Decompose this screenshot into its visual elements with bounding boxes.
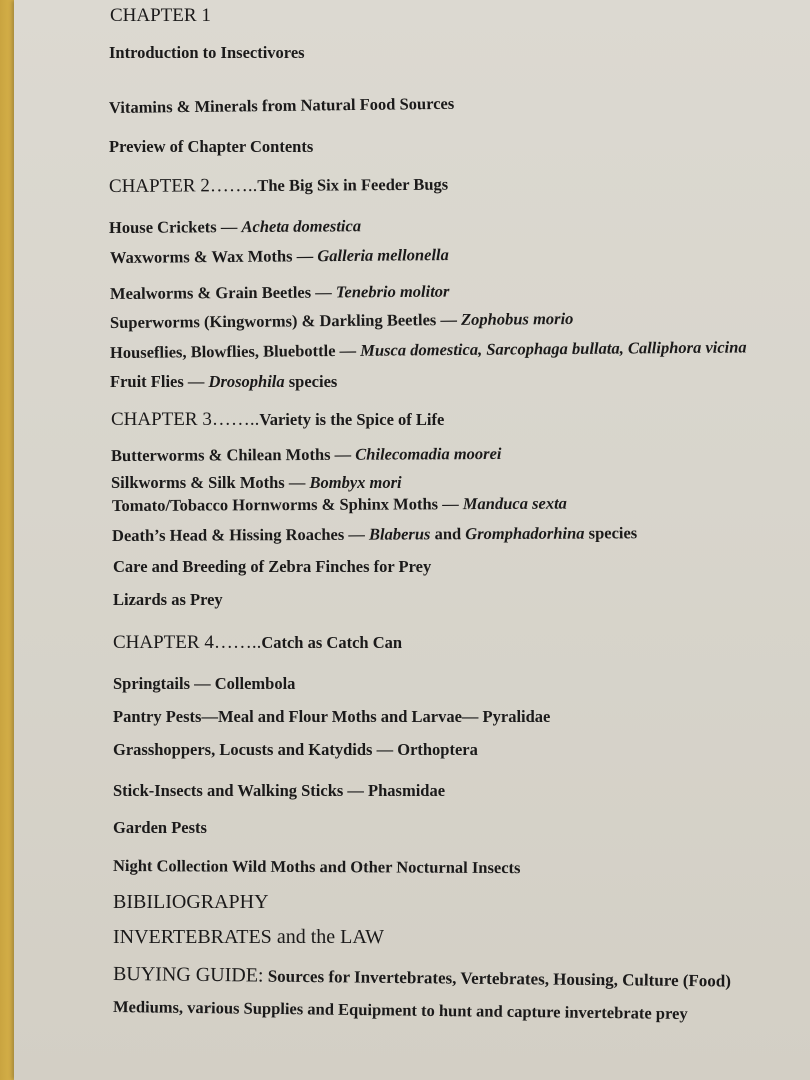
toc-item: Springtails — Collembola [113, 674, 296, 693]
chapter-2-title: The Big Six in Feeder Bugs [257, 174, 449, 195]
toc-item [113, 590, 223, 610]
toc-item [112, 523, 637, 546]
buying-guide-line-1 [113, 962, 731, 993]
toc-item [110, 372, 337, 392]
common-name: Silkworms & Silk Moths — [111, 473, 310, 492]
latin-name: Musca domestica, Sarcophaga bullata, Calliphora vicina [360, 337, 747, 360]
chapter-4-label: CHAPTER 4 [113, 632, 214, 653]
latin-name: Gromphadorhina [465, 523, 585, 544]
common-name: Waxworms & Wax Moths — [109, 246, 318, 267]
buying-guide-heading: BUYING GUIDE: [112, 963, 264, 987]
latin-name: Acheta domestica [241, 216, 362, 237]
law-heading-part: INVERTEBRATES [113, 926, 272, 948]
chapter-2-dots: …….. [209, 174, 258, 197]
toc-item [110, 309, 574, 333]
species-suffix: species [284, 372, 338, 391]
conjunction: and [430, 524, 466, 544]
common-name: Mealworms & Grain Beetles — [109, 282, 336, 303]
common-name: Tomato/Tobacco Hornworms & Sphinx Moths — [111, 494, 463, 515]
buying-guide-text: Sources for Invertebrates, Vertebrates, Housing, Culture (Food) [263, 966, 732, 991]
toc-item: Vitamins & Minerals from Natural Food Sources [108, 93, 455, 117]
law-heading-part: and the [271, 926, 341, 948]
latin-name: Drosophila [208, 372, 285, 391]
chapter-3-label: CHAPTER 3 [111, 409, 212, 430]
chapter-4-dots: …….. [213, 632, 262, 653]
common-name: Butterworms & Chilean Moths — [110, 444, 356, 465]
toc-item: Preview of Chapter Contents [109, 137, 314, 156]
common-name: Care and Breeding of Zebra Finches for Prey [113, 557, 432, 576]
common-name: Lizards as Prey [113, 590, 223, 609]
toc-item [111, 473, 402, 493]
latin-name: Tenebrio molitor [335, 281, 450, 302]
chapter-3-heading [111, 409, 444, 431]
common-name: House Crickets — [108, 217, 242, 237]
chapter-1-heading [110, 5, 211, 27]
toc-item [110, 282, 450, 304]
toc-item [113, 557, 431, 577]
common-name: Fruit Flies — [110, 372, 209, 391]
latin-name: Manduca sexta [462, 493, 567, 514]
latin-name: Galleria mellonella [317, 245, 449, 266]
chapter-2-heading [109, 174, 448, 198]
latin-name: Chilecomadia moorei [355, 443, 502, 464]
toc-item: Introduction to Insectivores [109, 43, 305, 62]
chapter-4-title: Catch as Catch Can [261, 633, 403, 652]
toc-item [110, 337, 747, 363]
chapter-3-dots: …….. [211, 409, 260, 430]
bibliography-heading: BIBILIOGRAPHY [113, 891, 269, 913]
toc-item: Garden Pests [113, 818, 207, 837]
buying-guide-line-2: Mediums, various Supplies and Equipment to hunt and capture invertebrate prey [112, 997, 688, 1024]
law-heading-part: LAW [340, 926, 385, 948]
contents-page [14, 0, 810, 1080]
toc-item [110, 245, 449, 268]
chapter-1-label: CHAPTER 1 [110, 5, 211, 26]
common-name: Houseflies, Blowflies, Bluebottle — [109, 340, 361, 362]
species-suffix: species [584, 523, 638, 543]
toc-item [111, 444, 502, 466]
toc-item [112, 494, 567, 516]
chapter-3-title: Variety is the Spice of Life [259, 410, 445, 429]
toc-item: Grasshoppers, Locusts and Katydids — Orthoptera [113, 740, 478, 759]
toc-item: Stick-Insects and Walking Sticks — Phasmidae [113, 781, 446, 800]
toc-item: Night Collection Wild Moths and Other Nocturnal Insects [112, 856, 521, 878]
common-name: Death’s Head & Hissing Roaches — [111, 524, 370, 545]
law-heading [113, 925, 384, 949]
latin-name: Zophobus morio [460, 308, 574, 329]
latin-name: Blaberus [368, 524, 431, 544]
toc-item [109, 216, 361, 238]
common-name: Superworms (Kingworms) & Darkling Beetles — [109, 309, 462, 332]
toc-item: Pantry Pests—Meal and Flour Moths and Larvae— Pyralidae [113, 707, 551, 726]
latin-name: Bombyx mori [309, 473, 402, 492]
chapter-2-label: CHAPTER 2 [108, 175, 210, 197]
chapter-4-heading [113, 632, 402, 654]
